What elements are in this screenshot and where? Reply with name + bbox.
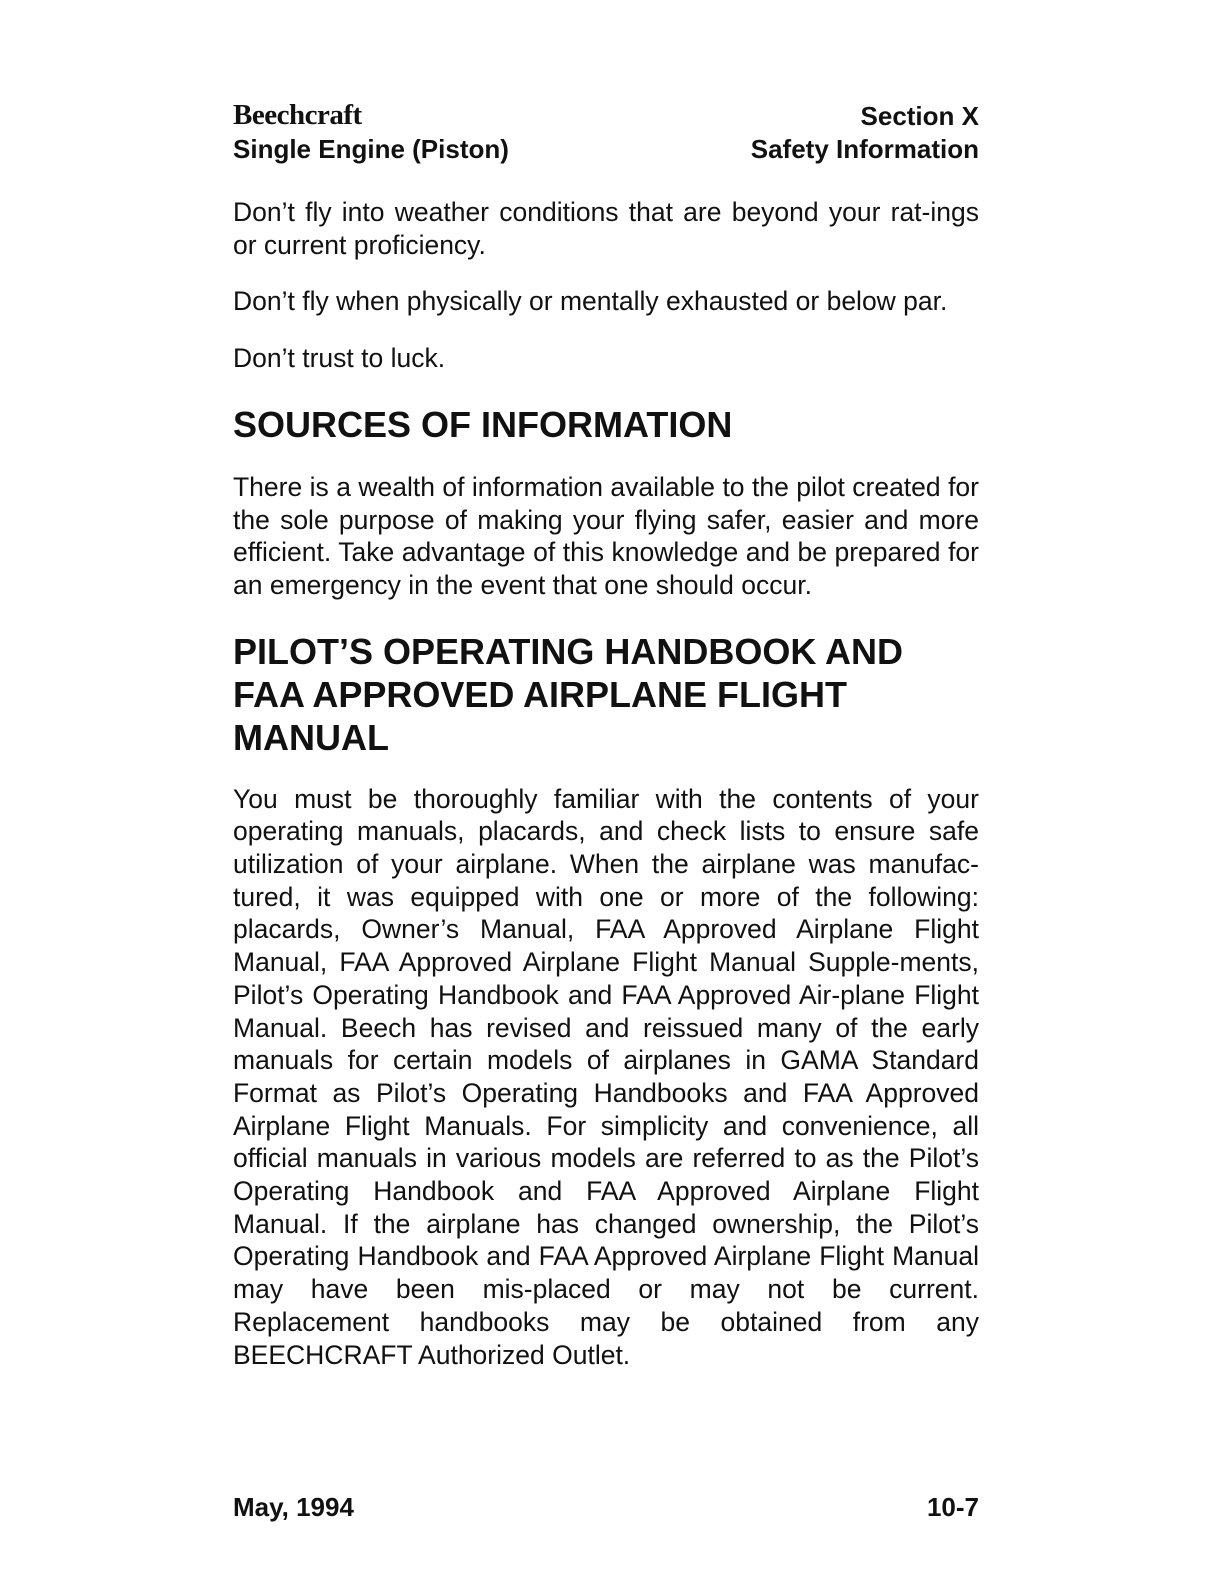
paragraph-weather: Don’t fly into weather conditions that are beyond your rat-ings or current proficiency. — [233, 197, 979, 260]
heading-sources-of-information: SOURCES OF INFORMATION — [233, 403, 733, 445]
paragraph-sources: There is a wealth of information available to the pilot created for the sole purpose of making your flying safer, easier and more efficient. Take advantage of this knowledge and be prepared for an emergency in the event that one should occur. — [233, 471, 979, 600]
paragraph-luck: Don’t trust to luck. — [233, 343, 446, 374]
heading-pilots-operating-handbook: PILOT’S OPERATING HANDBOOK AND FAA APPROVED AIRPLANE FLIGHT MANUAL — [233, 630, 904, 758]
paragraph-exhausted: Don’t fly when physically or mentally exhausted or below par. — [233, 286, 948, 317]
section-title: Safety Information — [750, 134, 979, 164]
page-header — [233, 98, 979, 170]
footer-page-number: 10-7 — [926, 1492, 979, 1522]
document-page — [233, 98, 979, 1371]
footer-date: May, 1994 — [233, 1492, 354, 1522]
brand-logo: Beechcraft — [233, 99, 362, 131]
section-number: Section X — [860, 101, 979, 131]
brand-subtitle: Single Engine (Piston) — [233, 134, 509, 164]
paragraph-handbook: You must be thoroughly familiar with the contents of your operating manuals, placards, and check lists to ensure safe utilization of your airplane. When the airplane was manufac-tured, it was equipped with one or more of the following: placards, Owner’s Manual, FAA Approved Airplane Flight Manual, FAA Approved Airplane Flight Manual Supple-ments, Pilot’s Operating Handbook and FAA Approved Air-plane Flight Manual. Beech has revised and reissued many of the early manuals for certain models of airplanes in GAMA Standard Format as Pilot’s Operating Handbooks and FAA Approved Airplane Flight Manuals. For simplicity and convenience, all official manuals in various models are referred to as the Pilot’s Operating Handbook and FAA Approved Airplane Flight Manual. If the airplane has changed ownership, the Pilot’s Operating Handbook and FAA Approved Airplane Flight Manual may have been mis-placed or may not be current. Replacement handbooks may be obtained from any BEECHCRAFT Authorized Outlet. — [233, 783, 979, 1370]
